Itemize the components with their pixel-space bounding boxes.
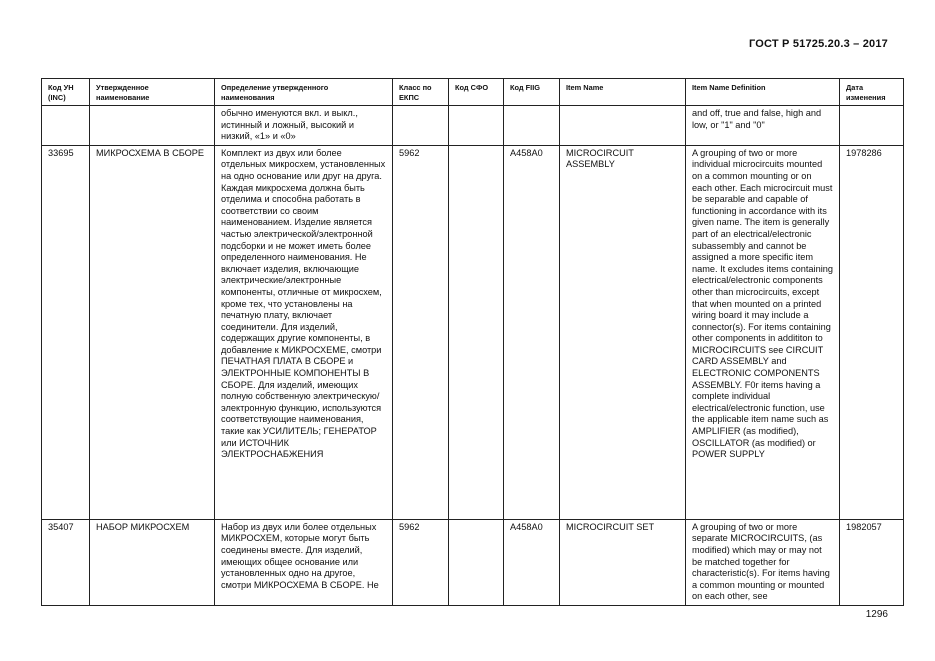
cell-class: 5962 xyxy=(393,519,449,605)
cell-item-name: MICROCIRCUIT SET xyxy=(560,519,686,605)
header-line: ЕКПС xyxy=(399,92,420,102)
cell-sfo xyxy=(449,145,504,519)
header-line: Код СФО xyxy=(455,83,489,92)
cell-sfo xyxy=(449,106,504,146)
header-line: Item Name Definition xyxy=(692,83,766,92)
column-header-class xyxy=(393,79,449,106)
nomenclature-table xyxy=(41,78,904,606)
column-header-item-definition xyxy=(686,79,840,106)
cell-definition-en: A grouping of two or more individual microcircuits mounted on a common mounting or on each other. Each microcircuit must be separable and capable of functioning in accordance with its given name. The item is generally part of an electrical/electronic subassembly and cannot be assigned a more specific item name. It excludes items containing electrical/electronic components other than microcircuits, except that when mounted on a printed wiring board it may include a connector(s). For items containing other components in addititon to MICROCIRCUITS see CIRCUIT CARD ASSEMBLY and ELECTRONIC COMPONENTS ASSEMBLY. F0r items having a complete individual electrical/electronic function, use the applicable item name such as AMPLIFIER (as modified), OSCILLATOR (as modified) or POWER SUPPLY xyxy=(686,145,840,519)
cell-inc: 33695 xyxy=(42,145,90,519)
header-line: Класс по xyxy=(399,83,432,92)
table-header xyxy=(42,79,904,106)
cell-name-ru: МИКРОСХЕМА В СБОРЕ xyxy=(90,145,215,519)
column-header-definition-ru xyxy=(215,79,393,106)
column-header-fiig xyxy=(504,79,560,106)
cell-name-ru: НАБОР МИКРОСХЕМ xyxy=(90,519,215,605)
header-line: наименования xyxy=(221,92,275,102)
cell-definition-en: and off, true and false, high and low, or "1" and "0" xyxy=(686,106,840,146)
cell-inc xyxy=(42,106,90,146)
column-header-date xyxy=(840,79,904,106)
header-line: Утвержденное xyxy=(96,83,149,92)
header-line: Item Name xyxy=(566,83,604,92)
document-title: ГОСТ Р 51725.20.3 – 2017 xyxy=(748,38,888,50)
cell-date xyxy=(840,106,904,146)
header-line: наименование xyxy=(96,92,150,102)
table-row xyxy=(42,519,904,605)
cell-class xyxy=(393,106,449,146)
cell-sfo xyxy=(449,519,504,605)
cell-fiig: A458A0 xyxy=(504,145,560,519)
column-header-sfo xyxy=(449,79,504,106)
header-line: Определение утвержденного xyxy=(221,83,329,92)
cell-date: 1978286 xyxy=(840,145,904,519)
column-header-inc xyxy=(42,79,90,106)
cell-item-name: MICROCIRCUIT ASSEMBLY xyxy=(560,145,686,519)
column-header-item-name xyxy=(560,79,686,106)
cell-item-name xyxy=(560,106,686,146)
cell-inc: 35407 xyxy=(42,519,90,605)
header-line: Код УН xyxy=(48,83,74,92)
cell-fiig: A458A0 xyxy=(504,519,560,605)
cell-date: 1982057 xyxy=(840,519,904,605)
cell-definition-en: A grouping of two or more separate MICROCIRCUITS, (as modified) which may or may not be matched together for characteristic(s). For items having a common mounting or mounted on each other, see xyxy=(686,519,840,605)
column-header-approved-name xyxy=(90,79,215,106)
table-row xyxy=(42,106,904,146)
page-number: 1296 xyxy=(865,609,888,620)
header-line: Дата xyxy=(846,83,864,92)
table-row xyxy=(42,145,904,519)
header-line: Код FIIG xyxy=(510,83,541,92)
cell-fiig xyxy=(504,106,560,146)
cell-definition-ru: Комплект из двух или более отдельных микросхем, установленных на одно основание или друг на друга. Каждая микросхема должна быть отделима и способна работать в соответствии со своим наименованием. Изделие является частью электрической/электронной подсборки и не может иметь более определенного наименования. Не включает изделия, включающие электрические/электронные компоненты, отличные от микросхем, кроме тех, что установлены на печатную плату, включает соединители. Для изделий, содержащих другие компоненты, в добавление к МИКРОСХЕМЕ, смотри ПЕЧАТНАЯ ПЛАТА В СБОРЕ и ЭЛЕКТРОННЫЕ КОМПОНЕНТЫ В СБОРЕ. Для изделий, имеющих полную собственную электрическую/электронную функцию, используются соответствующие наименования, такие как УСИЛИТЕЛЬ; ГЕНЕРАТОР или ИСТОЧНИК ЭЛЕКТРОСНАБЖЕНИЯ xyxy=(215,145,393,519)
cell-definition-ru: Набор из двух или более отдельных МИКРОСХЕМ, которые могут быть соединены вместе. Для изделий, имеющих общее основание или установленных одно на другое, смотри МИКРОСХЕМА В СБОРЕ. Не xyxy=(215,519,393,605)
header-line: (INC) xyxy=(48,92,66,102)
cell-name-ru xyxy=(90,106,215,146)
header-line: изменения xyxy=(846,92,886,102)
cell-definition-ru: обычно именуются вкл. и выкл., истинный и ложный, высокий и низкий, «1» и «0» xyxy=(215,106,393,146)
cell-class: 5962 xyxy=(393,145,449,519)
